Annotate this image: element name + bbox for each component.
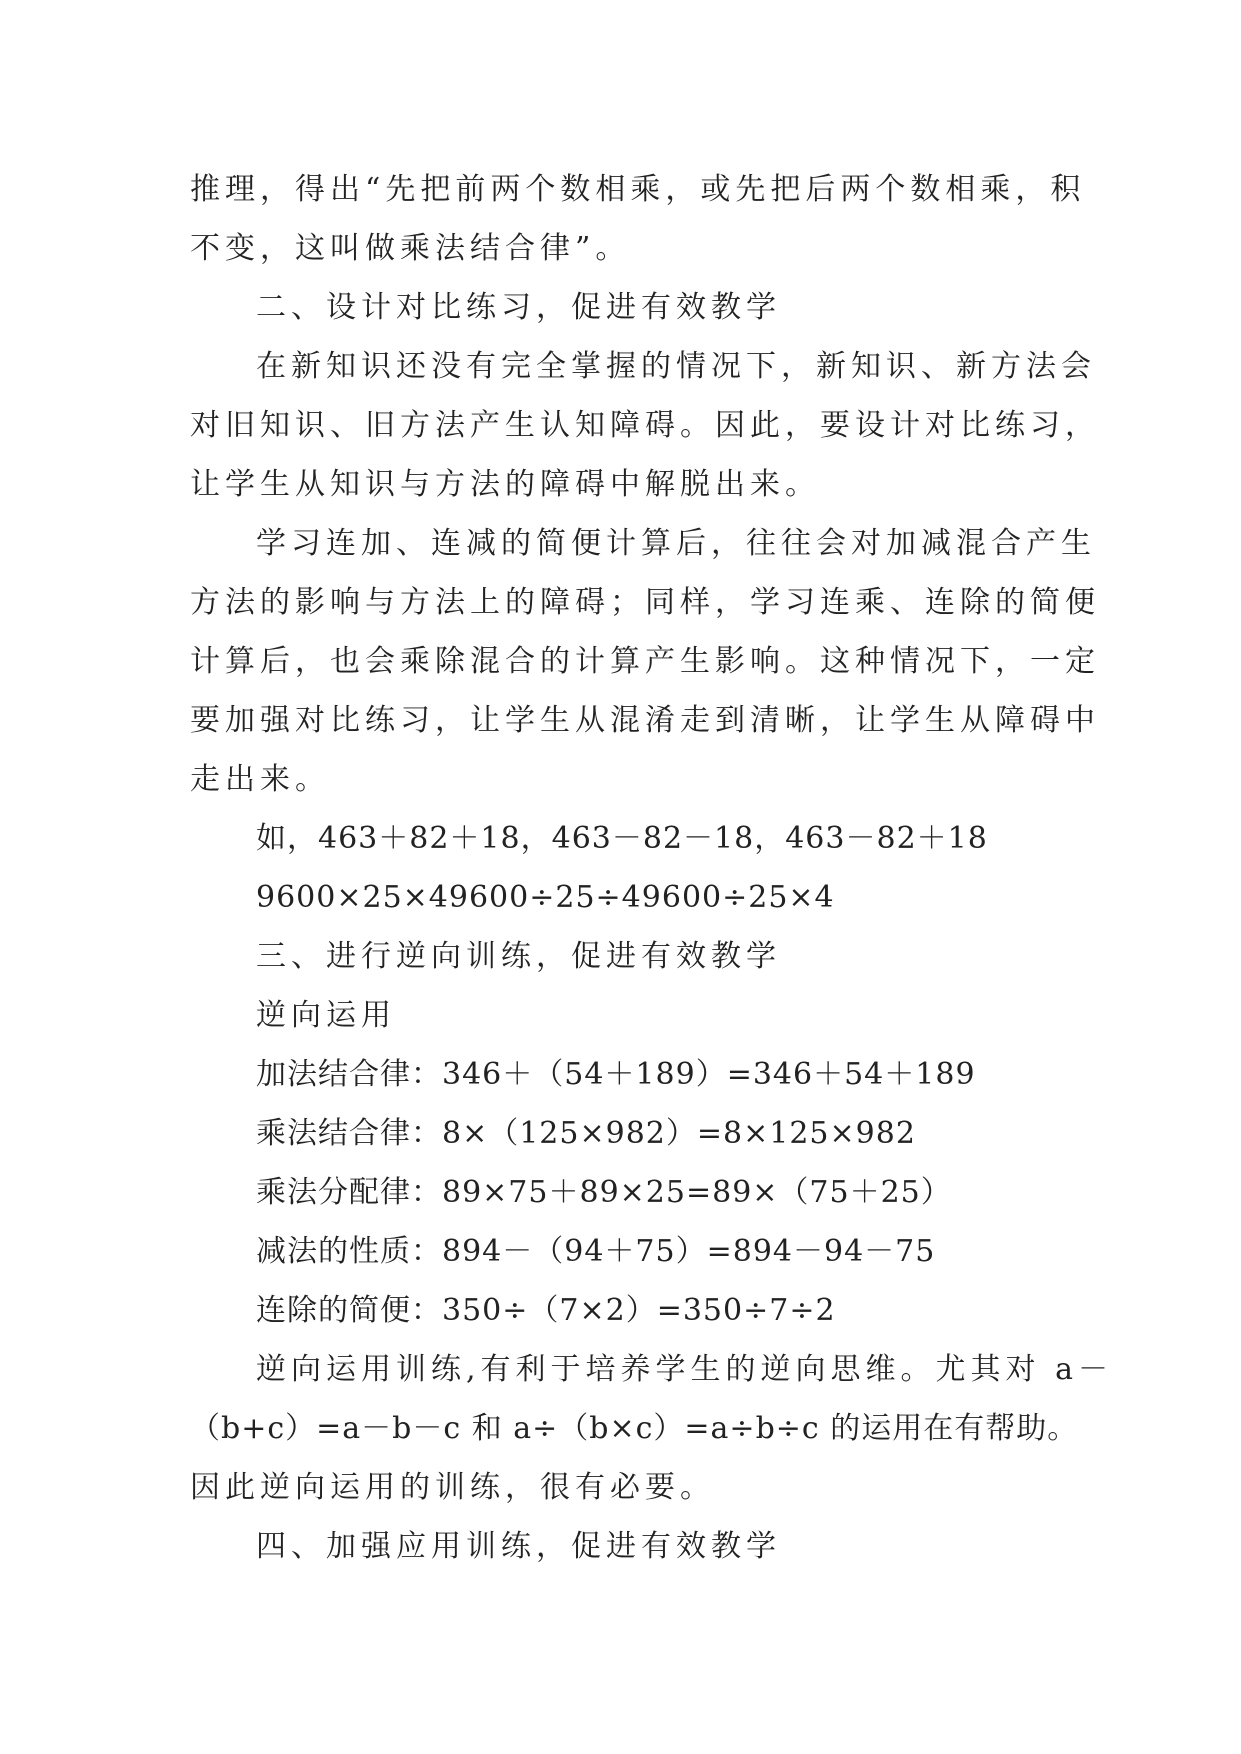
- section-heading: 四、加强应用训练，促进有效教学: [256, 1529, 781, 1564]
- paragraph-line: 学习连加、连减的简便计算后，往往会对加减混合产生: [256, 526, 1096, 561]
- formula-line: 连除的简便：350÷（7×2）=350÷7÷2: [256, 1293, 836, 1328]
- formula-line: 减法的性质：894－（94＋75）=894－94－75: [256, 1234, 936, 1269]
- formula-line: 乘法分配律：89×75＋89×25=89×（75＋25）: [256, 1175, 952, 1210]
- paragraph-line: 不变，这叫做乘法结合律”。: [190, 231, 631, 266]
- formula-line: 乘法结合律：8×（125×982）=8×125×982: [256, 1116, 916, 1151]
- subheading: 逆向运用: [256, 998, 396, 1033]
- paragraph-line: （b+c）=a－b－c 和 a÷（b×c）=a÷b÷c 的运用在有帮助。: [190, 1411, 1079, 1446]
- section-heading: 三、进行逆向训练，促进有效教学: [256, 939, 781, 974]
- paragraph-line: 计算后，也会乘除混合的计算产生影响。这种情况下，一定: [190, 644, 1100, 679]
- paragraph-line: 在新知识还没有完全掌握的情况下，新知识、新方法会: [256, 349, 1096, 384]
- document-body: [190, 160, 1113, 1576]
- paragraph-line: 让学生从知识与方法的障碍中解脱出来。: [190, 467, 820, 502]
- example-line: 如，463＋82＋18，463－82－18，463－82＋18: [256, 821, 988, 856]
- paragraph-line: 因此逆向运用的训练，很有必要。: [190, 1470, 715, 1505]
- formula-line: 加法结合律：346＋（54＋189）=346＋54＋189: [256, 1057, 976, 1092]
- example-line: 9600×25×49600÷25÷49600÷25×4: [256, 880, 835, 915]
- paragraph-line: 要加强对比练习，让学生从混淆走到清晰，让学生从障碍中: [190, 703, 1100, 738]
- section-heading: 二、设计对比练习，促进有效教学: [256, 290, 781, 325]
- paragraph-line: 方法的影响与方法上的障碍；同样，学习连乘、连除的简便: [190, 585, 1100, 620]
- paragraph-line: 走出来。: [190, 762, 330, 797]
- paragraph-line: 对旧知识、旧方法产生认知障碍。因此，要设计对比练习，: [190, 408, 1100, 443]
- paragraph-line: 推理，得出“先把前两个数相乘，或先把后两个数相乘，积: [190, 172, 1086, 207]
- paragraph-line: 逆向运用训练,有利于培养学生的逆向思维。尤其对 a－: [256, 1352, 1113, 1387]
